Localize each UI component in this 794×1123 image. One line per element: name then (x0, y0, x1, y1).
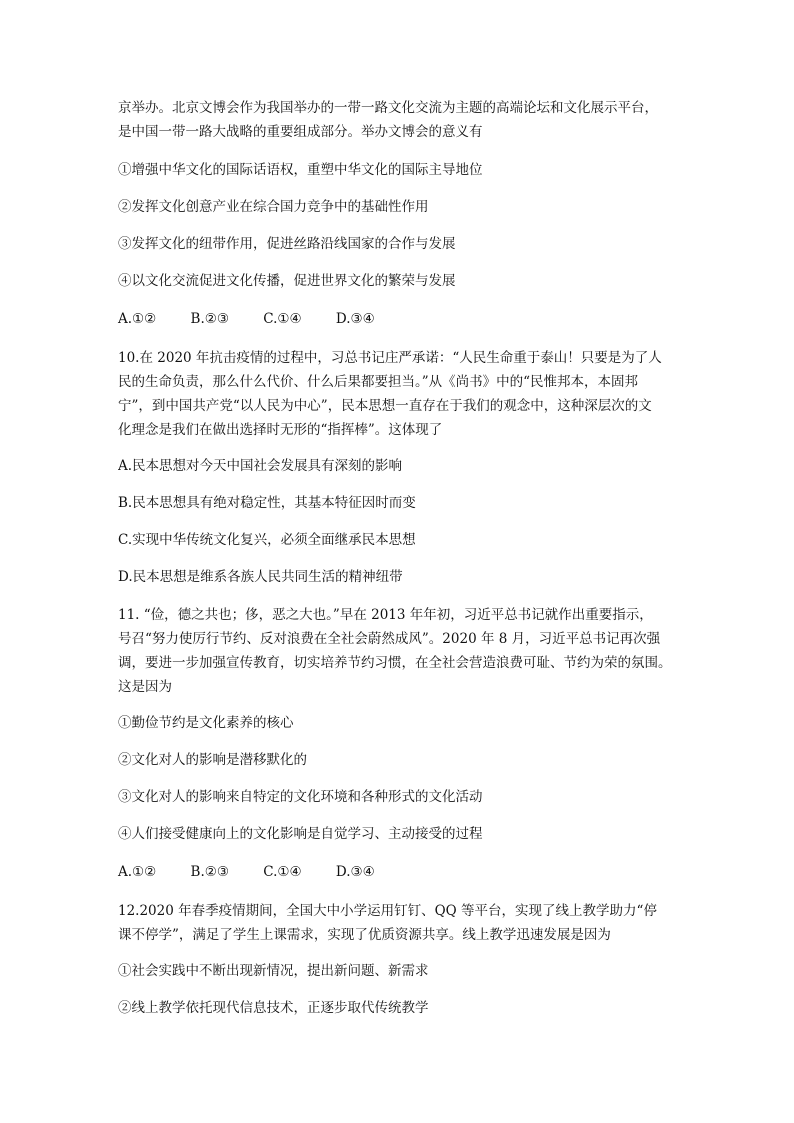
q10-choice-c: C.实现中华传统文化复兴，必须全面继承民本思想 (118, 532, 416, 548)
q10-line-4: 化理念是我们在做出选择时无形的“指挥棒”。这体现了 (118, 422, 443, 438)
q11-statement-2: ②文化对人的影响是潜移默化的 (118, 752, 307, 768)
q10-line-1: 10.在 2020 年抗击疫情的过程中，习总书记庄严承诺：“人民生命重于泰山！只要是为了人 (118, 350, 662, 366)
q11-line-1: 11. “俭，德之共也；侈，恶之大也。”早在 2013 年年初，习近平总书记就作出重要指示， (118, 607, 653, 623)
option-d: D.③④ (335, 311, 375, 327)
intro-line-2: 是中国一带一路大战略的重要组成部分。举办文博会的意义有 (118, 124, 483, 140)
option-a: A.①② (118, 864, 157, 880)
intro-statement-4: ④以文化交流促进文化传播，促进世界文化的繁荣与发展 (118, 273, 456, 289)
q10-line-3: 宁”，到中国共产党“以人民为中心”，民本思想一直存在于我们的观念中，这种深层次的文 (118, 398, 652, 414)
q12-statement-2: ②线上教学依托现代信息技术，正逐步取代传统教学 (118, 1000, 429, 1016)
q12-line-1: 12.2020 年春季疫情期间，全国大中小学运用钉钉、QQ 等平台，实现了线上教学助力“停 (118, 903, 657, 919)
q11-line-2: 号召“努力使厉行节约、反对浪费在全社会蔚然成风”。2020 年 8 月，习近平总书记再次强 (118, 631, 661, 647)
intro-statement-3: ③发挥文化的纽带作用，促进丝路沿线国家的合作与发展 (118, 236, 456, 252)
q10-line-2: 民的生命负责，那么什么代价、什么后果都要担当。”从《尚书》中的“民惟邦本，本固邦 (118, 374, 639, 390)
intro-statement-2: ②发挥文化创意产业在综合国力竞争中的基础性作用 (118, 199, 429, 215)
q11-statement-3: ③文化对人的影响来自特定的文化环境和各种形式的文化活动 (118, 789, 483, 805)
q10-choice-b: B.民本思想具有绝对稳定性，其基本特征因时而变 (118, 495, 416, 511)
q10-choice-a: A.民本思想对今天中国社会发展具有深刻的影响 (118, 458, 403, 474)
option-b: B.②③ (190, 311, 229, 327)
q10-choice-d: D.民本思想是维系各族人民共同生活的精神纽带 (118, 569, 403, 585)
intro-options (118, 311, 405, 328)
option-c: C.①④ (263, 864, 302, 880)
option-c: C.①④ (263, 311, 302, 327)
option-d: D.③④ (335, 864, 375, 880)
q11-statement-4: ④人们接受健康向上的文化影响是自觉学习、主动接受的过程 (118, 826, 483, 842)
intro-statement-1: ①增强中华文化的国际话语权，重塑中华文化的国际主导地位 (118, 162, 483, 178)
q12-line-2: 课不停学”，满足了学生上课需求，实现了优质资源共享。线上教学迅速发展是因为 (118, 927, 611, 943)
intro-line-1: 京举办。北京文博会作为我国举办的一带一路文化交流为主题的高端论坛和文化展示平台， (118, 100, 658, 116)
option-b: B.②③ (190, 864, 229, 880)
q11-statement-1: ①勤俭节约是文化素养的核心 (118, 715, 294, 731)
q11-line-4: 这是因为 (118, 679, 172, 695)
q11-line-3: 调，要进一步加强宣传教育，切实培养节约习惯，在全社会营造浪费可耻、节约为荣的氛围。 (118, 655, 672, 671)
option-a: A.①② (118, 311, 157, 327)
q12-statement-1: ①社会实践中不断出现新情况，提出新问题、新需求 (118, 963, 429, 979)
q11-options (118, 864, 405, 881)
